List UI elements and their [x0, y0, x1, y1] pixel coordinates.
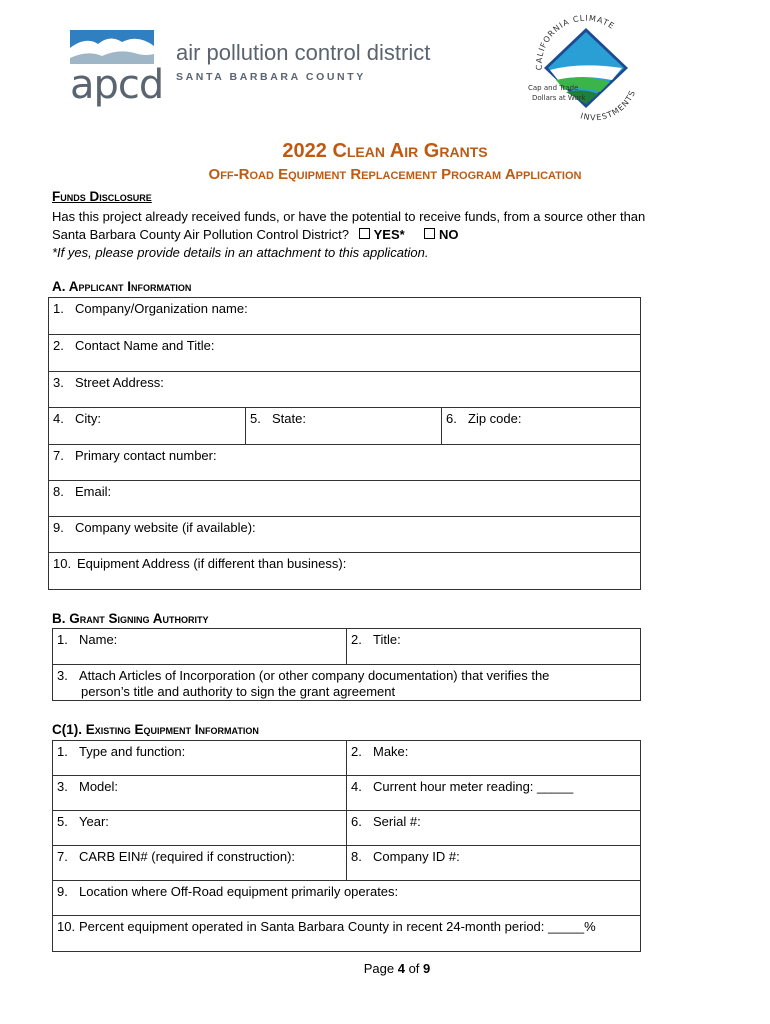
- cci-top-text: CALIFORNIA CLIMATE: [534, 13, 617, 71]
- org-name: air pollution control district: [176, 40, 431, 65]
- california-climate-investments-logo-icon: [520, 10, 652, 122]
- section-c1-heading: C(1). Existing Equipment Information: [52, 722, 259, 737]
- zip-code-field[interactable]: 6. Zip code:: [442, 408, 641, 445]
- funds-note: [52, 244, 429, 262]
- cci-tagline-1: Cap and Trade: [528, 84, 579, 92]
- page-title: 2022 Clean Air Grants: [282, 140, 488, 162]
- street-address-field[interactable]: 3. Street Address:: [49, 372, 641, 408]
- percent-operated-field[interactable]: 10. Percent equipment operated in Santa Barbara County in recent 24-month period: _____%: [53, 916, 641, 952]
- hour-meter-field[interactable]: 4. Current hour meter reading: _____: [347, 776, 641, 811]
- funds-question-line-1: Has this project already received funds, or have the potential to receive funds, from a source other than: [52, 209, 646, 224]
- section-b-heading: B. Grant Signing Authority: [52, 611, 209, 626]
- section-a-heading: A. Applicant Information: [52, 279, 192, 294]
- apcd-wordmark: apcd: [70, 62, 164, 108]
- funds-disclosure-heading: Funds Disclosure: [52, 189, 152, 204]
- county-name: SANTA BARBARA COUNTY: [176, 71, 366, 83]
- funds-question-line-2: Santa Barbara County Air Pollution Control District?: [52, 227, 349, 242]
- no-checkbox[interactable]: [424, 228, 435, 239]
- contact-name-field[interactable]: 2. Contact Name and Title:: [49, 335, 641, 372]
- funds-question: [52, 208, 645, 244]
- yes-checkbox[interactable]: [359, 228, 370, 239]
- signing-authority-table: [52, 628, 641, 701]
- operating-location-field[interactable]: 9. Location where Off-Road equipment primarily operates:: [53, 881, 641, 916]
- yes-label: YES*: [373, 227, 405, 242]
- state-field[interactable]: 5. State:: [246, 408, 442, 445]
- year-field[interactable]: 5. Year:: [53, 811, 347, 846]
- funds-note-text: *If yes, please provide details in an attachment to this application.: [52, 245, 429, 260]
- applicant-info-table: [48, 297, 641, 590]
- company-website-field[interactable]: 9. Company website (if available):: [49, 517, 641, 553]
- signer-name-field[interactable]: 1. Name:: [53, 629, 347, 665]
- serial-number-field[interactable]: 6. Serial #:: [347, 811, 641, 846]
- cci-tagline-2: Dollars at Work: [532, 94, 586, 102]
- email-field[interactable]: 8. Email:: [49, 481, 641, 517]
- primary-contact-number-field[interactable]: 7. Primary contact number:: [49, 445, 641, 481]
- model-field[interactable]: 3. Model:: [53, 776, 347, 811]
- page-number: Page 4 of 9: [363, 961, 431, 976]
- city-field[interactable]: 4. City:: [49, 408, 246, 445]
- equipment-address-field[interactable]: 10. Equipment Address (if different than business):: [49, 553, 641, 590]
- no-label: NO: [438, 227, 459, 242]
- company-name-field[interactable]: 1. Company/Organization name:: [49, 298, 641, 335]
- existing-equipment-table: [52, 740, 641, 952]
- company-id-field[interactable]: 8. Company ID #:: [347, 846, 641, 881]
- cci-bottom-text: INVESTMENTS: [579, 88, 638, 122]
- signer-title-field[interactable]: 2. Title:: [347, 629, 641, 665]
- type-function-field[interactable]: 1. Type and function:: [53, 741, 347, 776]
- page-subtitle: Off-Road Equipment Replacement Program Application: [208, 166, 582, 183]
- make-field[interactable]: 2. Make:: [347, 741, 641, 776]
- articles-of-incorporation-field[interactable]: 3. Attach Articles of Incorporation (or other company documentation) that verifies the person’s title and authority to sign the grant agreement: [53, 665, 641, 701]
- carb-ein-field[interactable]: 7. CARB EIN# (required if construction):: [53, 846, 347, 881]
